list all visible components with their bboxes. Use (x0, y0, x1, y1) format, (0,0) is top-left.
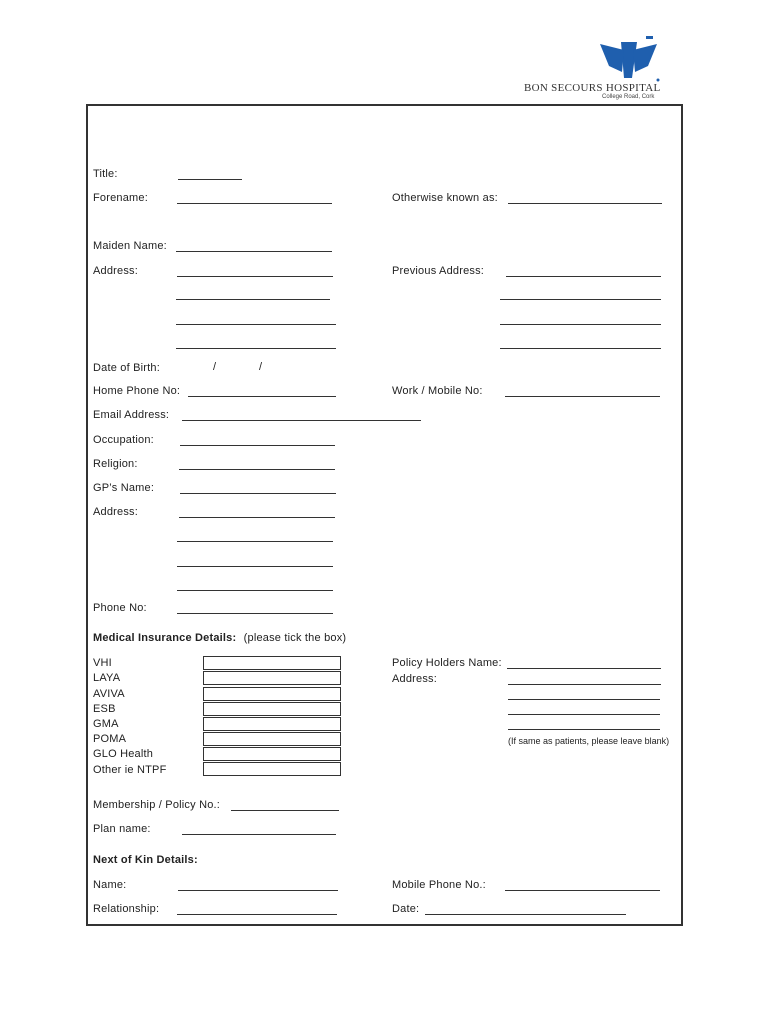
dob-separator-2: / (259, 361, 263, 373)
hospital-name: BON SECOURS HOSPITAL (524, 82, 661, 94)
email-field[interactable] (182, 420, 421, 421)
gp-address-line-4[interactable] (177, 590, 333, 591)
kin-name-label: Name: (93, 879, 127, 891)
religion-label: Religion: (93, 458, 138, 470)
policy-holder-label: Policy Holders Name: (392, 657, 502, 669)
kin-date-field[interactable] (425, 914, 626, 915)
provider-vhi: VHI (93, 657, 112, 669)
policy-holder-field[interactable] (507, 668, 661, 669)
kin-name-field[interactable] (178, 890, 338, 891)
membership-label: Membership / Policy No.: (93, 799, 221, 811)
provider-poma: POMA (93, 733, 127, 745)
previous-address-line-1[interactable] (506, 276, 661, 277)
kin-mobile-field[interactable] (505, 890, 660, 891)
previous-address-line-3[interactable] (500, 324, 661, 325)
home-phone-label: Home Phone No: (93, 385, 181, 397)
policy-address-line-4[interactable] (508, 729, 660, 730)
provider-laya: LAYA (93, 672, 121, 684)
gp-phone-label: Phone No: (93, 602, 147, 614)
title-label: Title: (93, 168, 118, 180)
previous-address-line-2[interactable] (500, 299, 661, 300)
work-mobile-label: Work / Mobile No: (392, 385, 483, 397)
occupation-label: Occupation: (93, 434, 154, 446)
email-label: Email Address: (93, 409, 170, 421)
previous-address-line-4[interactable] (500, 348, 661, 349)
tickbox-glo-health[interactable] (203, 747, 341, 761)
tickbox-vhi[interactable] (203, 656, 341, 670)
dob-separator-1: / (213, 361, 217, 373)
address-line-2[interactable] (176, 299, 330, 300)
gp-name-field[interactable] (180, 493, 336, 494)
previous-address-label: Previous Address: (392, 265, 485, 277)
membership-field[interactable] (231, 810, 339, 811)
gp-address-line-3[interactable] (177, 566, 333, 567)
home-phone-field[interactable] (188, 396, 336, 397)
policy-address-label: Address: (392, 673, 438, 685)
maiden-name-field[interactable] (176, 251, 332, 252)
hospital-address: College Road, Cork (602, 94, 655, 100)
address-label: Address: (93, 265, 139, 277)
gp-address-line-1[interactable] (179, 517, 335, 518)
gp-address-line-2[interactable] (177, 541, 333, 542)
work-mobile-field[interactable] (505, 396, 660, 397)
otherwise-known-label: Otherwise known as: (392, 192, 498, 204)
otherwise-known-field[interactable] (508, 203, 662, 204)
tickbox-laya[interactable] (203, 671, 341, 685)
insurance-heading (93, 632, 346, 644)
hospital-logo (520, 36, 670, 102)
address-line-4[interactable] (176, 348, 336, 349)
religion-field[interactable] (179, 469, 335, 470)
tickbox-aviva[interactable] (203, 687, 341, 701)
insurance-heading-note: (please tick the box) (243, 632, 347, 644)
address-line-3[interactable] (176, 324, 336, 325)
policy-address-line-1[interactable] (508, 684, 661, 685)
policy-address-line-3[interactable] (508, 714, 660, 715)
title-field[interactable] (178, 179, 242, 180)
maiden-name-label: Maiden Name: (93, 240, 167, 252)
kin-date-label: Date: (392, 903, 420, 915)
provider-other-ntpf: Other ie NTPF (93, 764, 167, 776)
policy-address-line-2[interactable] (508, 699, 660, 700)
provider-esb: ESB (93, 703, 116, 715)
address-line-1[interactable] (177, 276, 333, 277)
provider-gma: GMA (93, 718, 119, 730)
tickbox-other-ntpf[interactable] (203, 762, 341, 776)
plan-name-field[interactable] (182, 834, 336, 835)
kin-relationship-field[interactable] (177, 914, 337, 915)
next-of-kin-heading: Next of Kin Details: (93, 854, 198, 866)
insurance-heading-text: Medical Insurance Details: (93, 632, 237, 644)
occupation-field[interactable] (180, 445, 335, 446)
gp-phone-field[interactable] (177, 613, 333, 614)
policy-note: (If same as patients, please leave blank) (508, 736, 670, 746)
tickbox-esb[interactable] (203, 702, 341, 716)
forename-label: Forename: (93, 192, 148, 204)
provider-glo-health: GLO Health (93, 748, 154, 760)
dob-label: Date of Birth: (93, 362, 160, 374)
tickbox-poma[interactable] (203, 732, 341, 746)
forename-field[interactable] (177, 203, 332, 204)
plan-name-label: Plan name: (93, 823, 151, 835)
gp-address-label: Address: (93, 506, 139, 518)
gp-name-label: GP’s Name: (93, 482, 155, 494)
kin-relationship-label: Relationship: (93, 903, 160, 915)
tickbox-gma[interactable] (203, 717, 341, 731)
kin-mobile-label: Mobile Phone No.: (392, 879, 486, 891)
provider-aviva: AVIVA (93, 688, 125, 700)
